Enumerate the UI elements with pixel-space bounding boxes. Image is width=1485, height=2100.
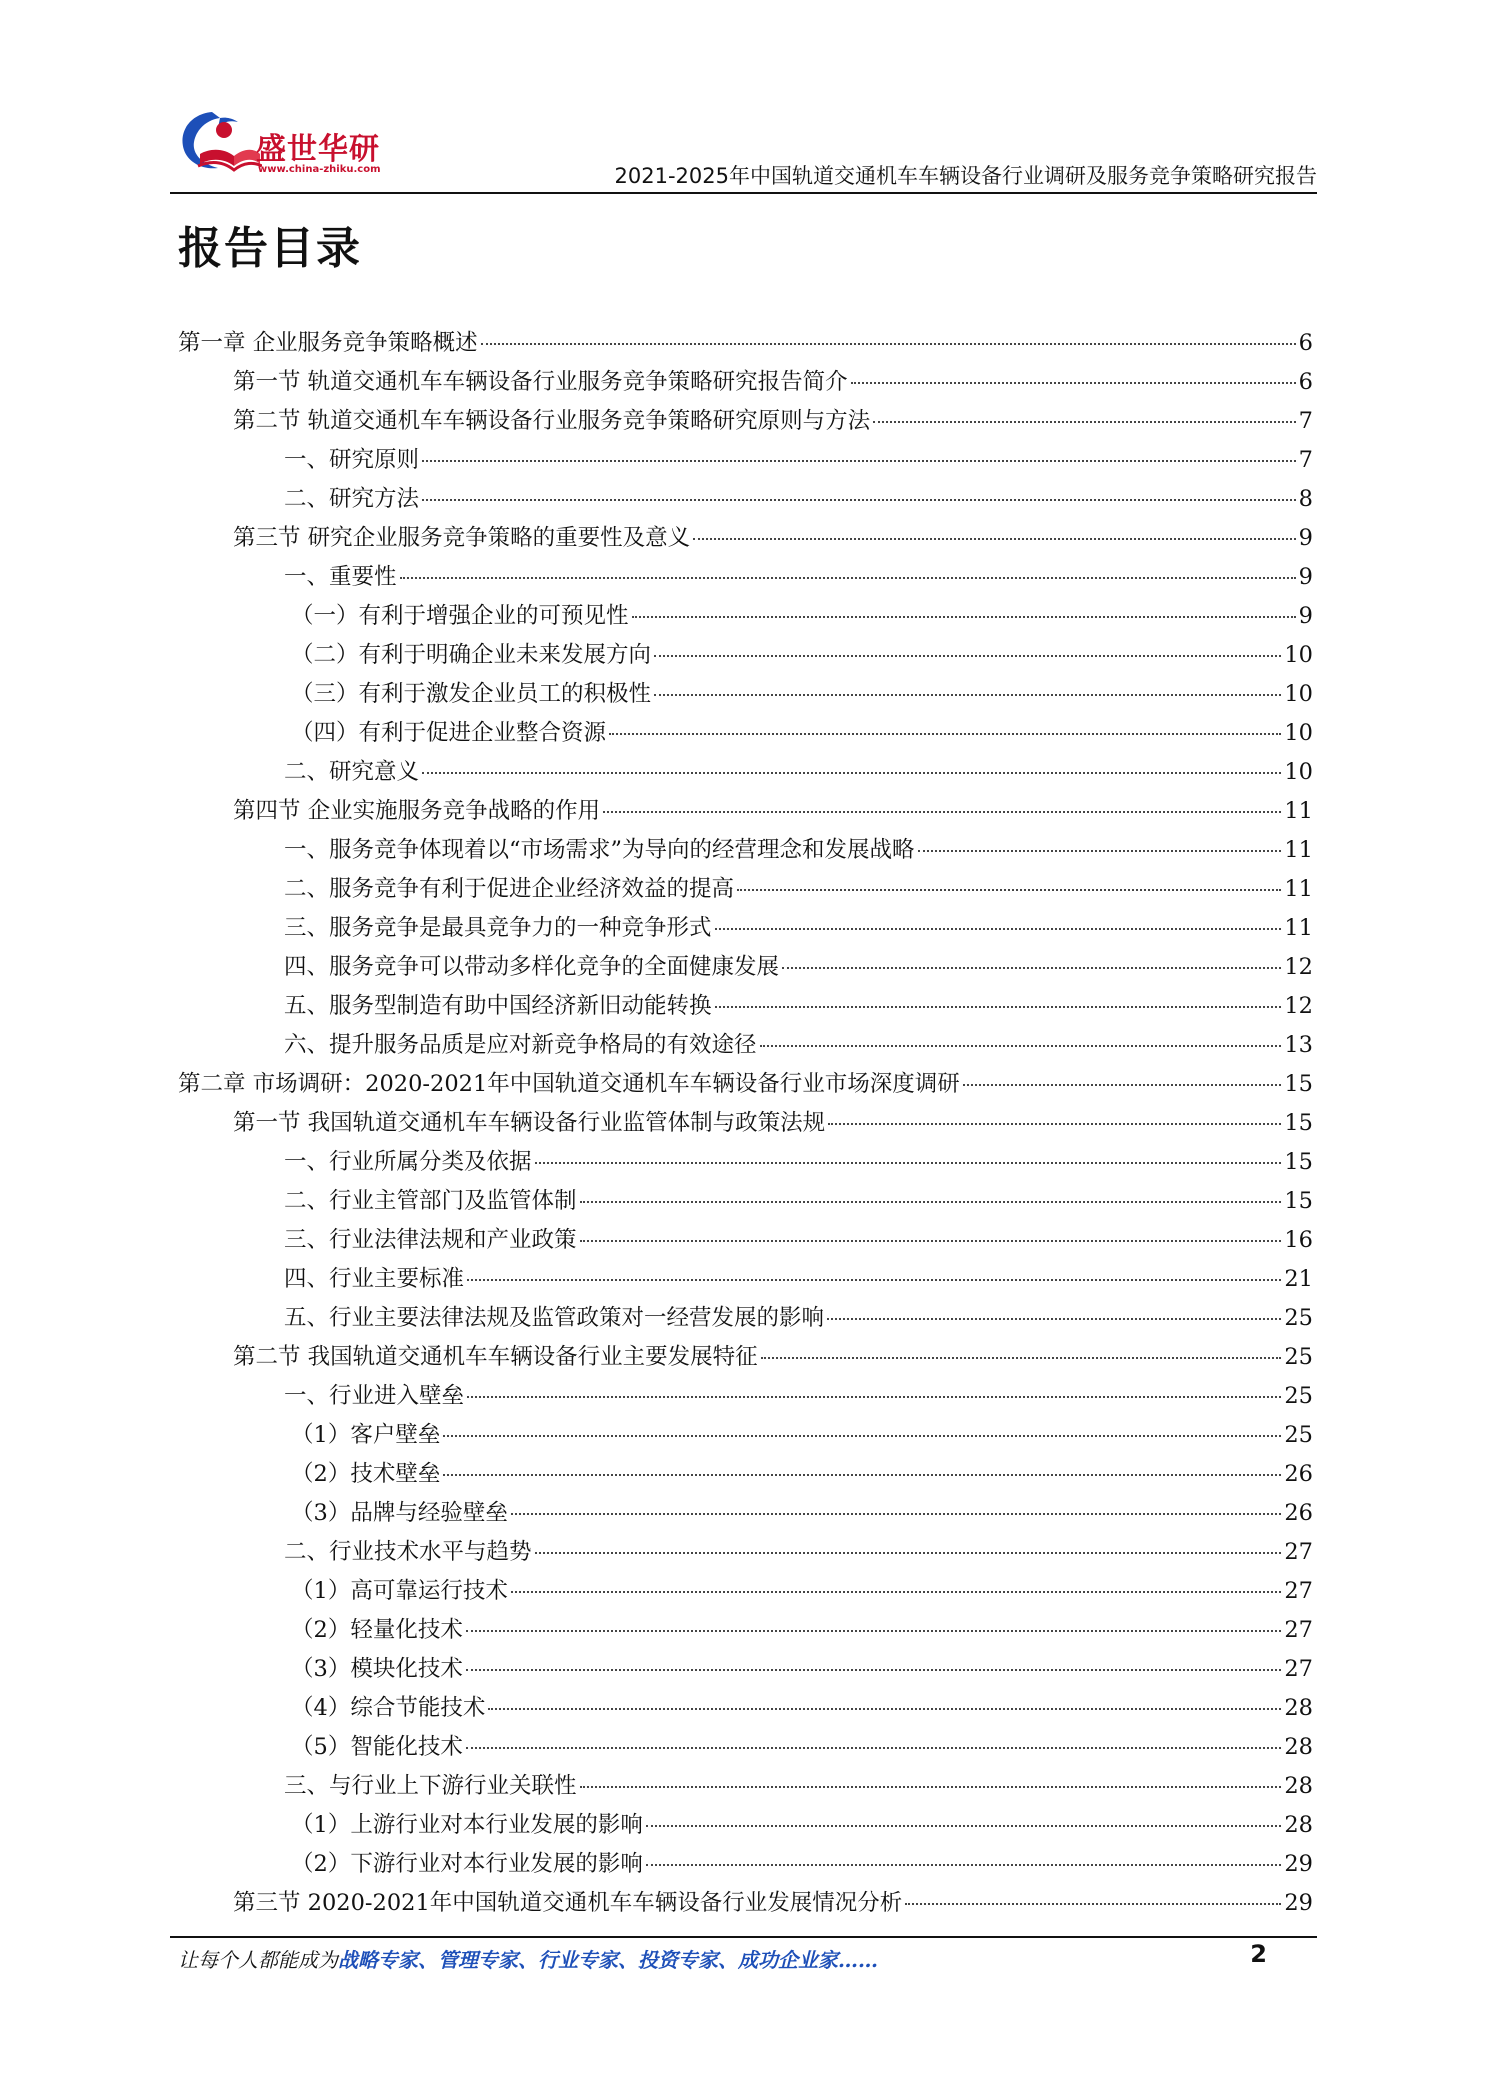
toc-dot-leader	[873, 421, 1296, 423]
toc-entry-page: 15	[1284, 1188, 1313, 1214]
toc-entry[interactable]	[178, 753, 1313, 792]
toc-entry-label: 第一节 我国轨道交通机车车辆设备行业监管体制与政策法规	[233, 1110, 826, 1136]
toc-entry-page: 11	[1284, 915, 1313, 941]
toc-entry[interactable]	[178, 402, 1313, 441]
toc-entry[interactable]	[178, 1026, 1313, 1065]
toc-dot-leader	[782, 967, 1281, 969]
toc-dot-leader	[761, 1357, 1282, 1359]
toc-entry-label: （一）有利于增强企业的可预见性	[291, 603, 629, 629]
toc-entry[interactable]	[178, 1845, 1313, 1884]
toc-entry-label: 二、行业技术水平与趋势	[284, 1539, 532, 1565]
toc-entry[interactable]	[178, 324, 1313, 363]
page-number: 2	[1250, 1940, 1267, 1968]
toc-entry-label: 二、行业主管部门及监管体制	[284, 1188, 577, 1214]
toc-entry-label: 一、行业所属分类及依据	[284, 1149, 532, 1175]
toc-dot-leader	[609, 733, 1281, 735]
toc-dot-leader	[905, 1903, 1281, 1905]
slogan-prefix: 让每个人都能成为	[178, 1948, 338, 1972]
toc-dot-leader	[400, 577, 1296, 579]
toc-entry[interactable]	[178, 948, 1313, 987]
toc-entry[interactable]	[178, 1806, 1313, 1845]
toc-entry-page: 27	[1284, 1656, 1313, 1682]
toc-entry-page: 29	[1284, 1890, 1313, 1916]
toc-dot-leader	[488, 1708, 1281, 1710]
toc-dot-leader	[443, 1435, 1281, 1437]
toc-entry-page: 12	[1284, 993, 1313, 1019]
toc-entry[interactable]	[178, 1572, 1313, 1611]
toc-entry-label: （3）品牌与经验壁垒	[291, 1500, 508, 1526]
toc-dot-leader	[467, 1279, 1281, 1281]
toc-entry[interactable]	[178, 831, 1313, 870]
toc-entry-label: 一、行业进入壁垒	[284, 1383, 465, 1409]
footer-divider	[170, 1936, 1317, 1938]
toc-entry[interactable]	[178, 1494, 1313, 1533]
toc-entry[interactable]	[178, 1221, 1313, 1260]
toc-entry-page: 8	[1298, 486, 1313, 512]
toc-entry[interactable]	[178, 1611, 1313, 1650]
toc-entry-label: （2）技术壁垒	[291, 1461, 441, 1487]
toc-entry-label: （4）综合节能技术	[291, 1695, 486, 1721]
toc-entry-label: 二、服务竞争有利于促进企业经济效益的提高	[284, 876, 735, 902]
toc-entry-page: 27	[1284, 1539, 1313, 1565]
toc-entry-page: 10	[1284, 720, 1313, 746]
toc-entry-page: 6	[1298, 330, 1313, 356]
toc-entry-page: 15	[1284, 1149, 1313, 1175]
toc-entry-page: 11	[1284, 876, 1313, 902]
toc-entry-label: 五、服务型制造有助中国经济新旧动能转换	[284, 993, 712, 1019]
toc-dot-leader	[535, 1552, 1282, 1554]
toc-entry[interactable]	[178, 363, 1313, 402]
toc-entry-page: 26	[1284, 1461, 1313, 1487]
toc-dot-leader	[481, 343, 1296, 345]
toc-entry[interactable]	[178, 1455, 1313, 1494]
toc-entry-page: 28	[1284, 1773, 1313, 1799]
toc-dot-leader	[535, 1162, 1282, 1164]
toc-dot-leader	[511, 1591, 1282, 1593]
toc-entry[interactable]	[178, 1065, 1313, 1104]
toc-entry-page: 25	[1284, 1422, 1313, 1448]
logo-emblem-icon	[172, 104, 262, 184]
toc-entry-page: 9	[1298, 603, 1313, 629]
toc-entry-page: 7	[1298, 408, 1313, 434]
toc-entry[interactable]	[178, 1650, 1313, 1689]
toc-entry[interactable]	[178, 1689, 1313, 1728]
toc-entry-page: 27	[1284, 1617, 1313, 1643]
toc-entry-page: 6	[1298, 369, 1313, 395]
toc-dot-leader	[760, 1045, 1282, 1047]
toc-entry-label: （二）有利于明确企业未来发展方向	[291, 642, 652, 668]
toc-entry[interactable]	[178, 1143, 1313, 1182]
toc-entry-label: 五、行业主要法律法规及监管政策对一经营发展的影响	[284, 1305, 825, 1331]
toc-dot-leader	[654, 694, 1281, 696]
toc-entry-page: 25	[1284, 1344, 1313, 1370]
toc-dot-leader	[466, 1747, 1282, 1749]
toc-entry[interactable]	[178, 909, 1313, 948]
toc-entry-page: 10	[1284, 759, 1313, 785]
toc-entry-label: 二、研究意义	[284, 759, 420, 785]
toc-entry-page: 28	[1284, 1695, 1313, 1721]
toc-dot-leader	[443, 1474, 1281, 1476]
toc-entry-label: 第二节 轨道交通机车车辆设备行业服务竞争策略研究原则与方法	[233, 408, 871, 434]
toc-entry[interactable]	[178, 441, 1313, 480]
toc-entry[interactable]	[178, 636, 1313, 675]
toc-entry-page: 15	[1284, 1071, 1313, 1097]
toc-entry[interactable]	[178, 1299, 1313, 1338]
toc-entry-page: 26	[1284, 1500, 1313, 1526]
toc-dot-leader	[603, 811, 1281, 813]
toc-entry-label: 三、行业法律法规和产业政策	[284, 1227, 577, 1253]
toc-entry-label: 第二节 我国轨道交通机车车辆设备行业主要发展特征	[233, 1344, 758, 1370]
toc-entry-label: （2）轻量化技术	[291, 1617, 463, 1643]
toc-entry[interactable]	[178, 987, 1313, 1026]
toc-entry-page: 10	[1284, 681, 1313, 707]
toc-dot-leader	[963, 1084, 1282, 1086]
toc-entry-label: 第三节 研究企业服务竞争策略的重要性及意义	[233, 525, 691, 551]
toc-entry-page: 7	[1298, 447, 1313, 473]
toc-entry-page: 21	[1284, 1266, 1313, 1292]
toc-dot-leader	[646, 1825, 1282, 1827]
footer-slogan	[178, 1944, 878, 1973]
toc-dot-leader	[737, 889, 1281, 891]
toc-entry-page: 11	[1284, 798, 1313, 824]
toc-dot-leader	[580, 1201, 1282, 1203]
toc-entry-label: （三）有利于激发企业员工的积极性	[291, 681, 652, 707]
toc-entry-page: 15	[1284, 1110, 1313, 1136]
toc-dot-leader	[580, 1240, 1282, 1242]
toc-entry-label: （四）有利于促进企业整合资源	[291, 720, 607, 746]
toc-dot-leader	[715, 1006, 1282, 1008]
toc-dot-leader	[851, 382, 1296, 384]
toc-entry-page: 28	[1284, 1812, 1313, 1838]
toc-entry-page: 25	[1284, 1383, 1313, 1409]
page-title: 报告目录	[178, 223, 362, 274]
slogan-accent: 战略专家、管理专家、行业专家、投资专家、成功企业家……	[338, 1948, 878, 1972]
logo-url-text: www.china-zhiku.com	[258, 164, 381, 175]
toc-entry-label: 四、行业主要标准	[284, 1266, 465, 1292]
toc-dot-leader	[422, 772, 1281, 774]
toc-dot-leader	[422, 499, 1296, 501]
toc-dot-leader	[632, 616, 1296, 618]
company-logo	[172, 104, 402, 184]
logo-brand-text: 盛世华研	[256, 132, 380, 167]
toc-entry[interactable]	[178, 1728, 1313, 1767]
toc-entry-page: 13	[1284, 1032, 1313, 1058]
toc-entry-label: 一、研究原则	[284, 447, 420, 473]
toc-entry-label: 三、与行业上下游行业关联性	[284, 1773, 577, 1799]
toc-dot-leader	[918, 850, 1282, 852]
toc-entry-label: 一、服务竞争体现着以“市场需求”为导向的经营理念和发展战略	[284, 837, 915, 863]
toc-entry-label: 第一章 企业服务竞争策略概述	[178, 330, 478, 356]
toc-dot-leader	[580, 1786, 1282, 1788]
toc-entry-label: 二、研究方法	[284, 486, 420, 512]
report-title: 2021-2025年中国轨道交通机车车辆设备行业调研及服务竞争策略研究报告	[614, 164, 1317, 188]
toc-entry[interactable]	[178, 1884, 1313, 1923]
toc-entry-label: （3）模块化技术	[291, 1656, 463, 1682]
toc-entry-label: （1）客户壁垒	[291, 1422, 441, 1448]
toc-entry-page: 28	[1284, 1734, 1313, 1760]
toc-entry-page: 25	[1284, 1305, 1313, 1331]
toc-entry[interactable]	[178, 1533, 1313, 1572]
toc-entry[interactable]	[178, 597, 1313, 636]
toc-entry-page: 10	[1284, 642, 1313, 668]
table-of-contents	[178, 324, 1313, 1923]
toc-entry-page: 27	[1284, 1578, 1313, 1604]
toc-entry[interactable]	[178, 1104, 1313, 1143]
toc-entry-label: 第一节 轨道交通机车车辆设备行业服务竞争策略研究报告简介	[233, 369, 848, 395]
toc-entry-page: 29	[1284, 1851, 1313, 1877]
toc-dot-leader	[646, 1864, 1282, 1866]
toc-entry-label: 第四节 企业实施服务竞争战略的作用	[233, 798, 601, 824]
toc-entry[interactable]	[178, 792, 1313, 831]
toc-entry[interactable]	[178, 675, 1313, 714]
toc-entry-label: （1）高可靠运行技术	[291, 1578, 508, 1604]
toc-entry-label: 第三节 2020-2021年中国轨道交通机车车辆设备行业发展情况分析	[233, 1890, 903, 1916]
toc-entry-label: 第二章 市场调研：2020-2021年中国轨道交通机车车辆设备行业市场深度调研	[178, 1071, 960, 1097]
toc-entry-page: 16	[1284, 1227, 1313, 1253]
toc-dot-leader	[715, 928, 1282, 930]
toc-entry-label: （1）上游行业对本行业发展的影响	[291, 1812, 643, 1838]
toc-entry[interactable]	[178, 1260, 1313, 1299]
toc-dot-leader	[467, 1396, 1281, 1398]
toc-entry-label: 三、服务竞争是最具竞争力的一种竞争形式	[284, 915, 712, 941]
toc-dot-leader	[511, 1513, 1282, 1515]
toc-entry-page: 9	[1298, 564, 1313, 590]
toc-entry[interactable]	[178, 870, 1313, 909]
toc-entry[interactable]	[178, 480, 1313, 519]
toc-entry-label: 四、服务竞争可以带动多样化竞争的全面健康发展	[284, 954, 780, 980]
toc-dot-leader	[466, 1630, 1282, 1632]
header-divider	[170, 192, 1317, 194]
toc-dot-leader	[828, 1123, 1281, 1125]
toc-entry-label: （2）下游行业对本行业发展的影响	[291, 1851, 643, 1877]
toc-entry-page: 11	[1284, 837, 1313, 863]
toc-entry[interactable]	[178, 1338, 1313, 1377]
toc-entry[interactable]	[178, 1767, 1313, 1806]
toc-entry[interactable]	[178, 558, 1313, 597]
toc-entry-label: 一、重要性	[284, 564, 397, 590]
toc-dot-leader	[827, 1318, 1281, 1320]
toc-entry[interactable]	[178, 1182, 1313, 1221]
toc-entry[interactable]	[178, 714, 1313, 753]
toc-dot-leader	[693, 538, 1296, 540]
toc-entry-page: 9	[1298, 525, 1313, 551]
toc-dot-leader	[422, 460, 1296, 462]
toc-entry-label: （5）智能化技术	[291, 1734, 463, 1760]
toc-entry-label: 六、提升服务品质是应对新竞争格局的有效途径	[284, 1032, 757, 1058]
toc-entry-page: 12	[1284, 954, 1313, 980]
toc-entry[interactable]	[178, 1377, 1313, 1416]
toc-dot-leader	[466, 1669, 1282, 1671]
toc-entry[interactable]	[178, 1416, 1313, 1455]
toc-entry[interactable]	[178, 519, 1313, 558]
toc-dot-leader	[654, 655, 1281, 657]
